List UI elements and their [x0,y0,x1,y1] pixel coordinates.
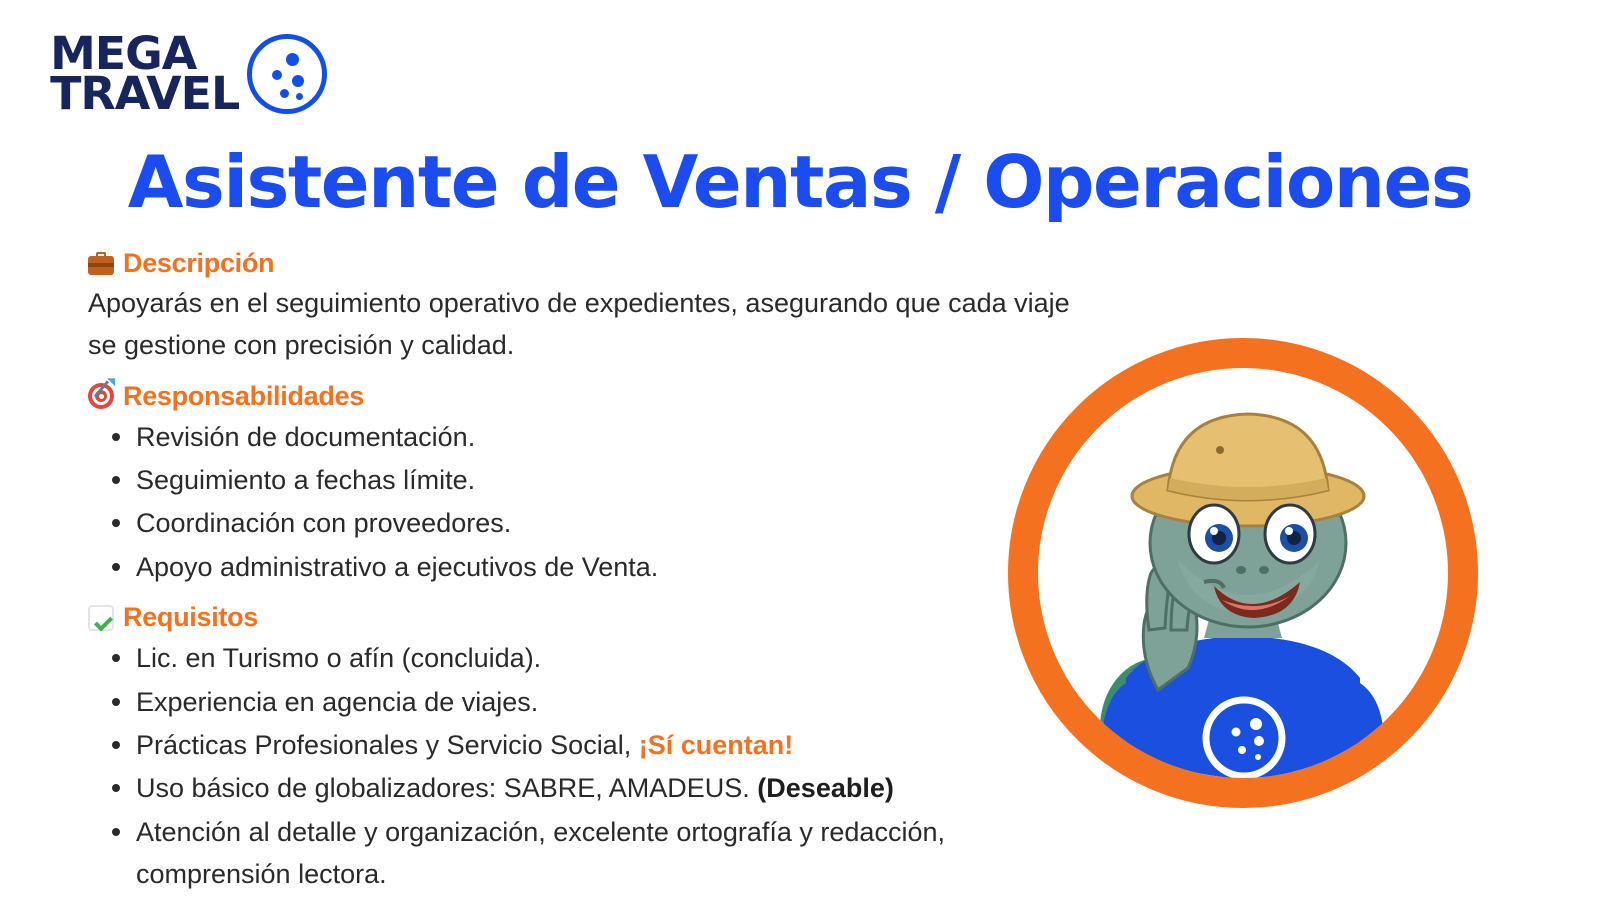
responsibilities-list [88,416,1088,589]
job-posting-content [88,248,1088,905]
list-item-text: Prácticas Profesionales y Servicio Social, [136,729,639,760]
brand-wordmark [50,27,240,120]
check-mark-icon [88,605,114,631]
megatravel-ball-icon [247,34,327,114]
list-item: Seguimiento a fechas límite. [136,459,1088,501]
list-item [136,767,1088,809]
section-label-requirements: Requisitos [123,602,259,633]
list-item [136,811,1088,896]
description-text: Apoyarás en el seguimiento operativo de expedientes, asegurando que cada viaje se gestione con precisión y calidad. [88,288,1070,360]
briefcase-icon [88,252,114,275]
list-item: Apoyo administrativo a ejecutivos de Venta. [136,546,1088,588]
section-label-description: Descripción [123,248,275,278]
brand-logo-line2: TRAVEL [50,67,240,120]
target-dart-icon [88,383,114,409]
section-header-description [88,248,1088,279]
list-item: Revisión de documentación. [136,416,1088,458]
list-item-text: Uso básico de globalizadores: SABRE, AMADEUS. [136,773,758,804]
page-title: Asistente de Ventas / Operaciones [127,140,1473,224]
highlight-si-cuentan: ¡Sí cuentan! [638,729,794,760]
list-item [136,724,1088,766]
highlight-deseable: (Deseable) [757,773,894,804]
requirements-list [88,637,1088,895]
list-item: Coordinación con proveedores. [136,502,1088,544]
list-item-text: Atención al detalle y organización, excelente ortografía y redacción, comprensión lectora. [136,816,945,890]
list-item-text: Lic. en Turismo o afín (concluida). [136,643,542,674]
list-item [136,681,1088,723]
section-header-responsibilities [88,381,1088,412]
turtle-mascot-illustration [1008,338,1478,808]
brand-logo-line1: MEGA [50,27,197,81]
section-label-responsibilities: Responsabilidades [123,380,364,411]
list-item-text: Experiencia en agencia de viajes. [136,686,539,717]
section-header-requirements [88,602,1088,633]
list-item [136,637,1088,679]
brand-logo [50,27,327,120]
